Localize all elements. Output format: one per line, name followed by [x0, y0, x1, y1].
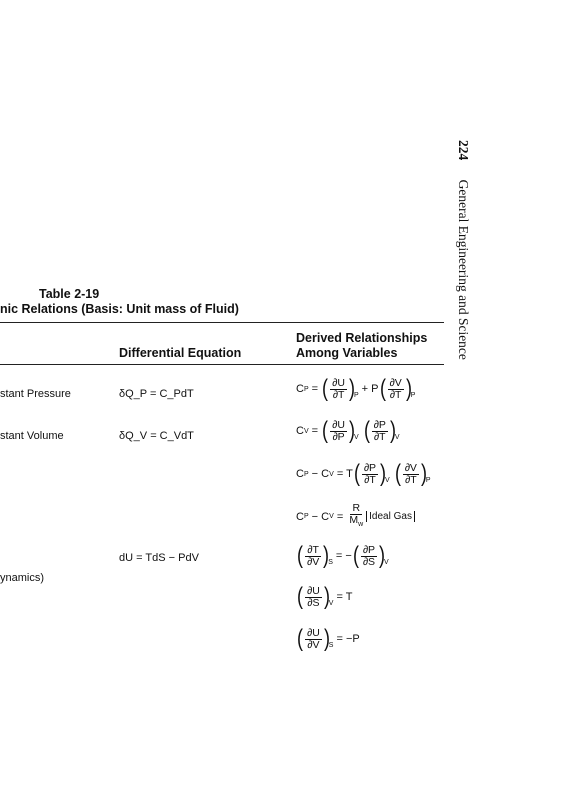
derived-cp-relation: C P = ( $\frac{\partial U}{\partial T}$ ) P + P ( $\frac{\partial V}{\partial T}$ ) P	[296, 375, 416, 402]
row-label-thermodynamics: ynamics)	[0, 572, 45, 584]
pressure-relation: ( $\frac{\partial U}{\partial V}$ ) S = −P	[297, 625, 360, 652]
temperature-relation: ( $\frac{\partial U}{\partial S}$ ) V = T	[297, 583, 353, 610]
book-title: General Engineering and Science	[456, 179, 471, 360]
equation-internal-energy: dU = TdS − PdV	[119, 552, 199, 564]
header-differential-equation: Differential Equation	[119, 346, 242, 360]
page-number: 224	[456, 140, 471, 161]
running-head	[455, 140, 471, 360]
header-derived-line1: Derived Relationships	[296, 331, 428, 345]
ideal-gas-note: Ideal Gas	[366, 511, 415, 522]
derived-cv-relation: C V = ( $\frac{\partial U}{\partial P}$ ) V ( $\frac{\partial P}{\partial T}$ ) V	[296, 417, 400, 444]
maxwell-relation: ( $\frac{\partial T}{\partial V}$ ) S = − ( $\frac{\partial P}{\partial S}$ ) V	[297, 542, 389, 569]
row-label-constant-volume: stant Volume	[0, 430, 64, 442]
table-title: nic Relations (Basis: Unit mass of Fluid)	[0, 302, 239, 316]
derived-ideal-gas: C P − C V = $\frac{R}{M_w}$ Ideal Gas	[296, 503, 415, 530]
header-rule	[0, 364, 444, 365]
row-label-constant-pressure: stant Pressure	[0, 388, 71, 400]
header-derived-line2: Among Variables	[296, 346, 398, 360]
equation-constant-pressure: δQ_P = C_PdT	[119, 388, 194, 400]
top-rule	[0, 322, 444, 323]
table-number: Table 2-19	[39, 287, 100, 301]
equation-constant-volume: δQ_V = C_VdT	[119, 430, 194, 442]
derived-cp-minus-cv: C P − C V = T ( $\frac{\partial P}{\partial T}$ ) V ( $\frac{\partial V}{\partial T}$ ) P	[296, 460, 431, 487]
